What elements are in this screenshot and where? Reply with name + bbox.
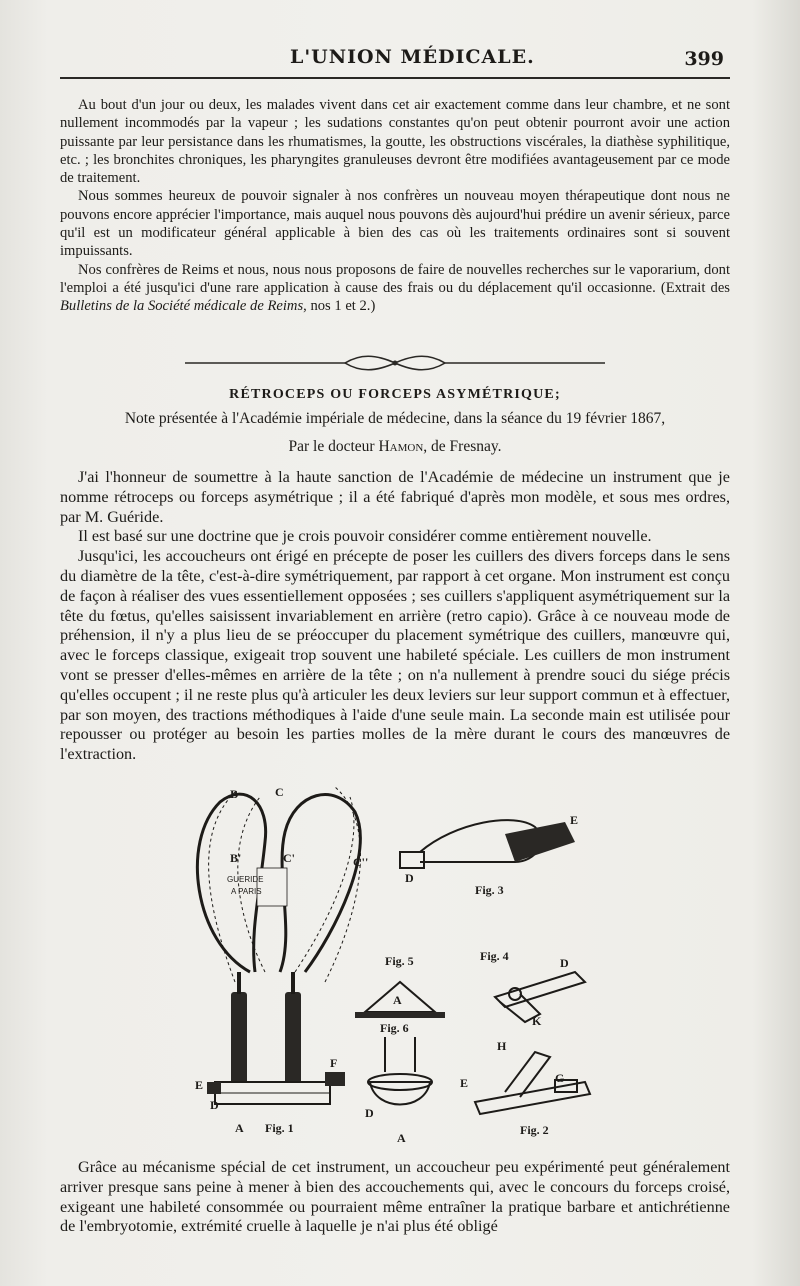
label-D: D [210,1098,219,1112]
instrument-illustration [175,782,615,1152]
label-F: F [330,1056,338,1070]
label-Bp: B' [230,851,242,865]
label-E: E [195,1078,204,1092]
paragraph-text: Nos confrères de Reims et nous, nous nous proposons de faire de nouvelles recherches sur le vaporarium, dont l'emploi a été jusqu'ici d'une rare application à cause des frais ou du déplacement qu'il occasionne. (Extrait des [60,261,730,296]
paragraph: Grâce au mécanisme spécial de cet instrument, un accoucheur peu expérimenté peut généralement arriver presque sans peine à mener à bien des accouchements qui, avec le concours du forceps croisé, exigeant une habileté consommée ou pourraient même entraîner la pratique barbare et antichrétienne de l'embryotomie, extrémité cruelle à laquelle je n'ai plus été obligé [60,1158,730,1236]
page-number: 399 [684,48,724,70]
fig3-caption: Fig. 3 [475,883,504,897]
forceps-engraving [175,782,615,1152]
author-suffix: , de Fresnay. [423,438,502,455]
header-rule [60,77,730,79]
intro-section [60,96,730,316]
label-C: C [275,785,284,799]
label-Cp: C' [283,851,295,865]
label-A: A [235,1121,244,1135]
fig2-label-H: H [497,1039,507,1053]
fig1-caption: Fig. 1 [265,1121,294,1135]
running-title: L'UNION MÉDICALE. [290,46,535,68]
paragraph-text: , nos 1 et 2.) [303,298,376,315]
author-prefix: Par le docteur [288,438,375,455]
fig2-label-E: E [460,1076,469,1090]
paragraph [60,261,730,316]
fig3-label-E: E [570,813,579,827]
paragraph: Au bout d'un jour ou deux, les malades vivent dans cet air exactement comme dans leur chambre, et ne sont nullement incommodés par la vapeur ; les sudations constantes qu'on peut obtenir pourront avoir une action puissante par leur persistance dans les rhumatismes, la goutte, les obstructions viscérales, la diathèse syphilitique, etc. ; les bronchites chroniques, les pharyngites granuleuses devront être modifiées avantageusement par ce mode de traitement. [60,97,730,187]
fig4-label-K: K [532,1014,542,1028]
fig4-label-D: D [560,956,569,970]
fig5-label-A: A [393,993,402,1007]
author-name: Hamon [378,438,424,455]
handle-left [231,992,247,1087]
fig6-label-A: A [397,1131,406,1145]
fig2-label-G: G [555,1071,565,1085]
journal-title: Bulletins de la Société médicale de Reims [60,298,304,315]
article-author [60,438,730,456]
fig6-caption: Fig. 6 [380,1021,409,1035]
section-ornament [185,352,605,374]
article-subtitle: Note présentée à l'Académie impériale de médecine, dans la séance du 19 février 1867, [124,410,666,427]
paragraph: Il est basé sur une doctrine que je crois pouvoir considérer comme entièrement nouvelle. [78,527,652,546]
label-B: B [230,787,239,801]
article-body [60,468,730,765]
maker-stamp: GUERIDE [227,875,264,884]
article-title: RÉTROCEPS OU FORCEPS ASYMÉTRIQUE; [229,387,561,402]
paragraph: Jusqu'ici, les accoucheurs ont érigé en précepte de poser les cuillers des divers forceps dans le sens du diamètre de la tête, c'est-à-dire symétriquement, par rapport à cet organe. Mon instrument est conçu de façon à réaliser des vues essentiellement opposées ; ses cuillers s'appliquent asymétriquement sur la tête du fœtus, qu'elles saisissent invariablement en arrière (retro capio). Grâce à ce nouveau mode de préhension, il n'y a plus lieu de se préoccuper du placement symétrique des cuillers, manœuvre qui, avec le forceps classique, exigeait trop souvent une habileté spéciale. Les cuillers de mon instrument vont se presser d'elles-mêmes en arrière de la tête ; on n'a nullement à prendre souci du siége précis qu'elles occupent ; il ne reste plus qu'à articuler les deux leviers sur leur support commun et à effectuer, par son moyen, des tractions méthodiques à l'aide d'une seule main. La seconde main est utilisée pour repousser ou protéger au besoin les parties molles de la mère durant le cours des manœuvres de l'extraction. [60,547,730,764]
page-header [60,40,730,80]
fig4-caption: Fig. 4 [480,949,509,963]
fig6-label-D: D [365,1106,374,1120]
article-body-continued [60,1158,730,1237]
handle-right [285,992,301,1087]
label-Cpp: C'' [353,855,369,869]
fig2-caption: Fig. 2 [520,1123,549,1137]
maker-stamp-city: A PARIS [231,887,262,896]
fig3-label-D: D [405,871,414,885]
paragraph: J'ai l'honneur de soumettre à la haute sanction de l'Académie de médecine un instrument que je nomme rétroceps ou forceps asymétrique ; il a été fabriqué d'après mon modèle, et sous mes ordres, par M. Guéride. [60,468,730,526]
fig5-caption: Fig. 5 [385,954,414,968]
paragraph: Nous sommes heureux de pouvoir signaler à nos confrères un nouveau moyen thérapeutique dont nous ne pouvons encore apprécier l'importance, mais auquel nous pouvons dès aujourd'hui prédire un avenir sérieux, parce qu'il est un modificateur général applicable à bien des cas où les traitements ordinaires sont si souvent impuissants. [60,188,730,260]
